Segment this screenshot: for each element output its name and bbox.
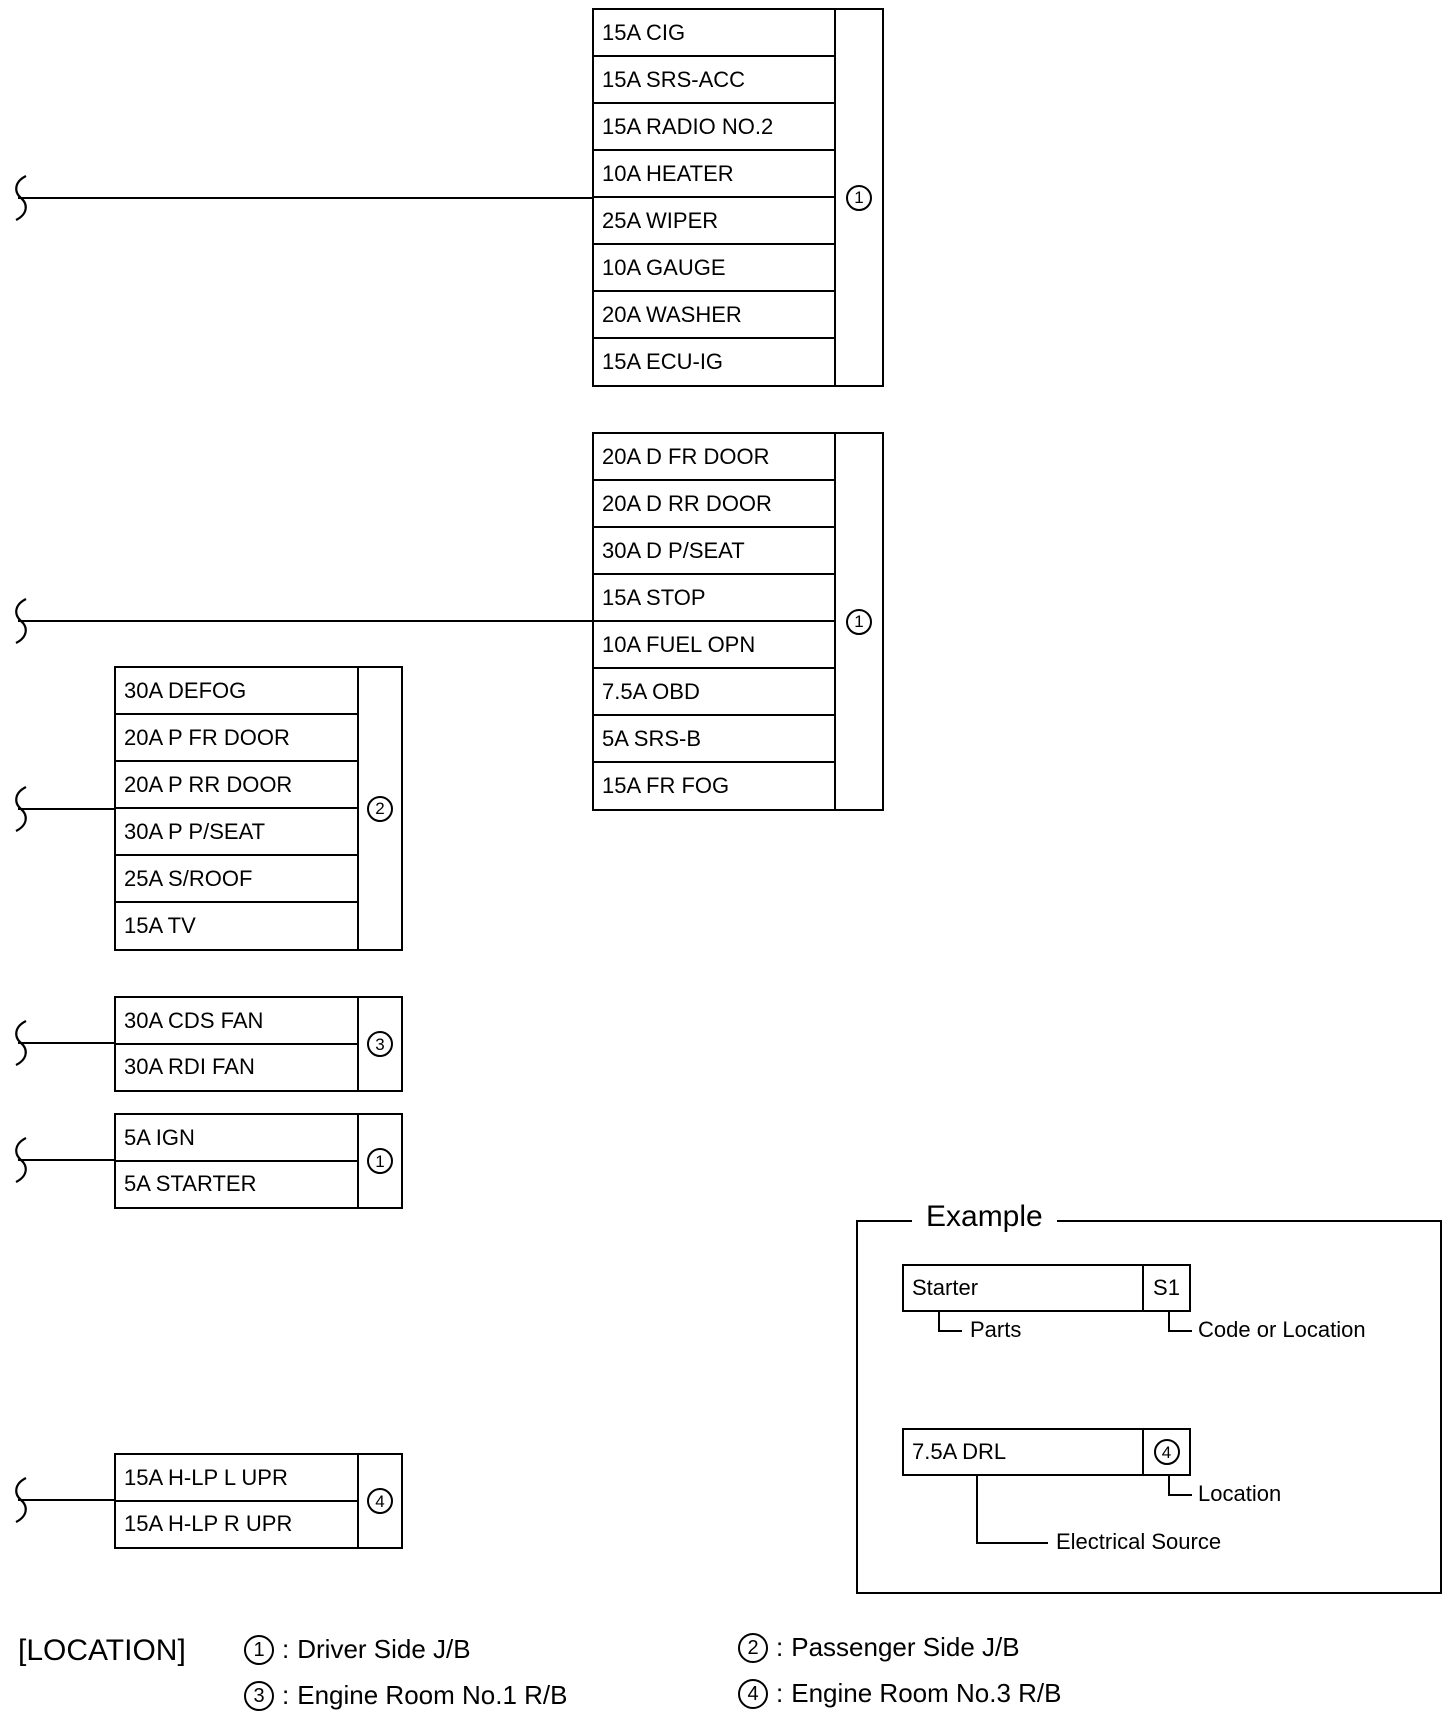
fuse-label: 7.5A OBD — [594, 669, 834, 716]
wire-break-icon — [8, 597, 34, 645]
fuse-label: 15A ECU-IG — [602, 348, 724, 374]
example-source-name: 7.5A DRL — [904, 1430, 1144, 1474]
example-part-code: S1 — [1153, 1275, 1180, 1300]
fuse-label: 5A STARTER — [124, 1171, 257, 1196]
example-part-box — [902, 1264, 1191, 1312]
legend-separator: : — [776, 1632, 784, 1662]
source-leader-line — [976, 1474, 1048, 1544]
example-location-badge: 4 — [1154, 1439, 1180, 1465]
fuse-label: 10A GAUGE — [594, 245, 834, 292]
fuse-block — [114, 996, 403, 1092]
fuse-label: 20A D RR DOOR — [594, 481, 834, 528]
lead-line-group-1 — [18, 197, 596, 199]
code-location-label: Code or Location — [1198, 1317, 1366, 1342]
legend-separator: : — [282, 1634, 290, 1664]
example-part-name: Starter — [904, 1266, 1144, 1310]
legend-item — [244, 1634, 471, 1665]
fuse-label: 10A FUEL OPN — [594, 622, 834, 669]
parts-leader-line — [938, 1310, 962, 1332]
legend-separator: : — [776, 1678, 784, 1708]
legend-item — [244, 1680, 567, 1711]
fuse-label: 30A P P/SEAT — [116, 809, 357, 856]
parts-label: Parts — [970, 1317, 1022, 1342]
lead-line-group-2 — [18, 620, 596, 622]
wire-break-icon — [8, 1476, 34, 1524]
legend-label: Driver Side J/B — [297, 1634, 471, 1664]
fuse-label: 30A RDI FAN — [124, 1054, 255, 1079]
fuse-label: 15A TV — [124, 912, 196, 938]
location-number-badge: 3 — [244, 1681, 274, 1711]
location-number-badge: 4 — [738, 1679, 768, 1709]
wire-break-icon — [8, 1019, 34, 1067]
fuse-label: 15A H-LP R UPR — [124, 1511, 293, 1536]
example-panel — [856, 1200, 1442, 1594]
fuse-label: 30A D P/SEAT — [594, 528, 834, 575]
legend-item — [738, 1632, 1020, 1663]
location-code-badge: 1 — [846, 185, 872, 211]
legend-label: Engine Room No.1 R/B — [297, 1680, 568, 1710]
example-title: Example — [912, 1200, 1057, 1234]
fuse-block — [114, 1453, 403, 1549]
wire-break-icon — [8, 1136, 34, 1184]
wire-break-icon — [8, 174, 34, 222]
fuse-label: 15A H-LP L UPR — [116, 1455, 357, 1502]
wire-break-icon — [8, 785, 34, 833]
fuse-label: 5A SRS-B — [594, 716, 834, 763]
fuse-label: 15A CIG — [594, 10, 834, 57]
location-legend — [0, 1620, 1456, 1710]
location-code-badge: 1 — [846, 609, 872, 635]
legend-label: Passenger Side J/B — [791, 1632, 1020, 1662]
legend-label: Engine Room No.3 R/B — [791, 1678, 1062, 1708]
location-number-badge: 2 — [738, 1633, 768, 1663]
location-code-badge: 3 — [367, 1031, 393, 1057]
location-label: Location — [1198, 1481, 1282, 1506]
fuse-block — [114, 666, 403, 951]
electrical-source-label: Electrical Source — [1056, 1529, 1222, 1554]
fuse-block — [592, 432, 884, 811]
location-leader-line — [1168, 1474, 1192, 1496]
fuse-label: 20A P RR DOOR — [116, 762, 357, 809]
fuse-block — [592, 8, 884, 387]
code-leader-line — [1168, 1310, 1192, 1332]
fuse-label: 20A D FR DOOR — [594, 434, 834, 481]
location-number-badge: 1 — [244, 1635, 274, 1665]
fuse-label: 15A RADIO NO.2 — [594, 104, 834, 151]
fuse-label: 10A HEATER — [594, 151, 834, 198]
fuse-label: 25A WIPER — [594, 198, 834, 245]
location-code-badge: 1 — [367, 1148, 393, 1174]
fuse-label: 15A FR FOG — [602, 772, 730, 798]
fuse-label: 30A CDS FAN — [116, 998, 357, 1045]
location-legend-title: [LOCATION] — [18, 1634, 186, 1667]
fuse-label: 15A SRS-ACC — [594, 57, 834, 104]
fuse-label: 20A P FR DOOR — [116, 715, 357, 762]
location-code-badge: 2 — [367, 796, 393, 822]
fuse-label: 30A DEFOG — [116, 668, 357, 715]
legend-item — [738, 1678, 1061, 1709]
legend-separator: : — [282, 1680, 290, 1710]
fuse-block — [114, 1113, 403, 1209]
fuse-label: 5A IGN — [116, 1115, 357, 1162]
fuse-label: 20A WASHER — [594, 292, 834, 339]
location-code-badge: 4 — [367, 1488, 393, 1514]
fuse-label: 25A S/ROOF — [116, 856, 357, 903]
example-source-box — [902, 1428, 1191, 1476]
fuse-label: 15A STOP — [594, 575, 834, 622]
